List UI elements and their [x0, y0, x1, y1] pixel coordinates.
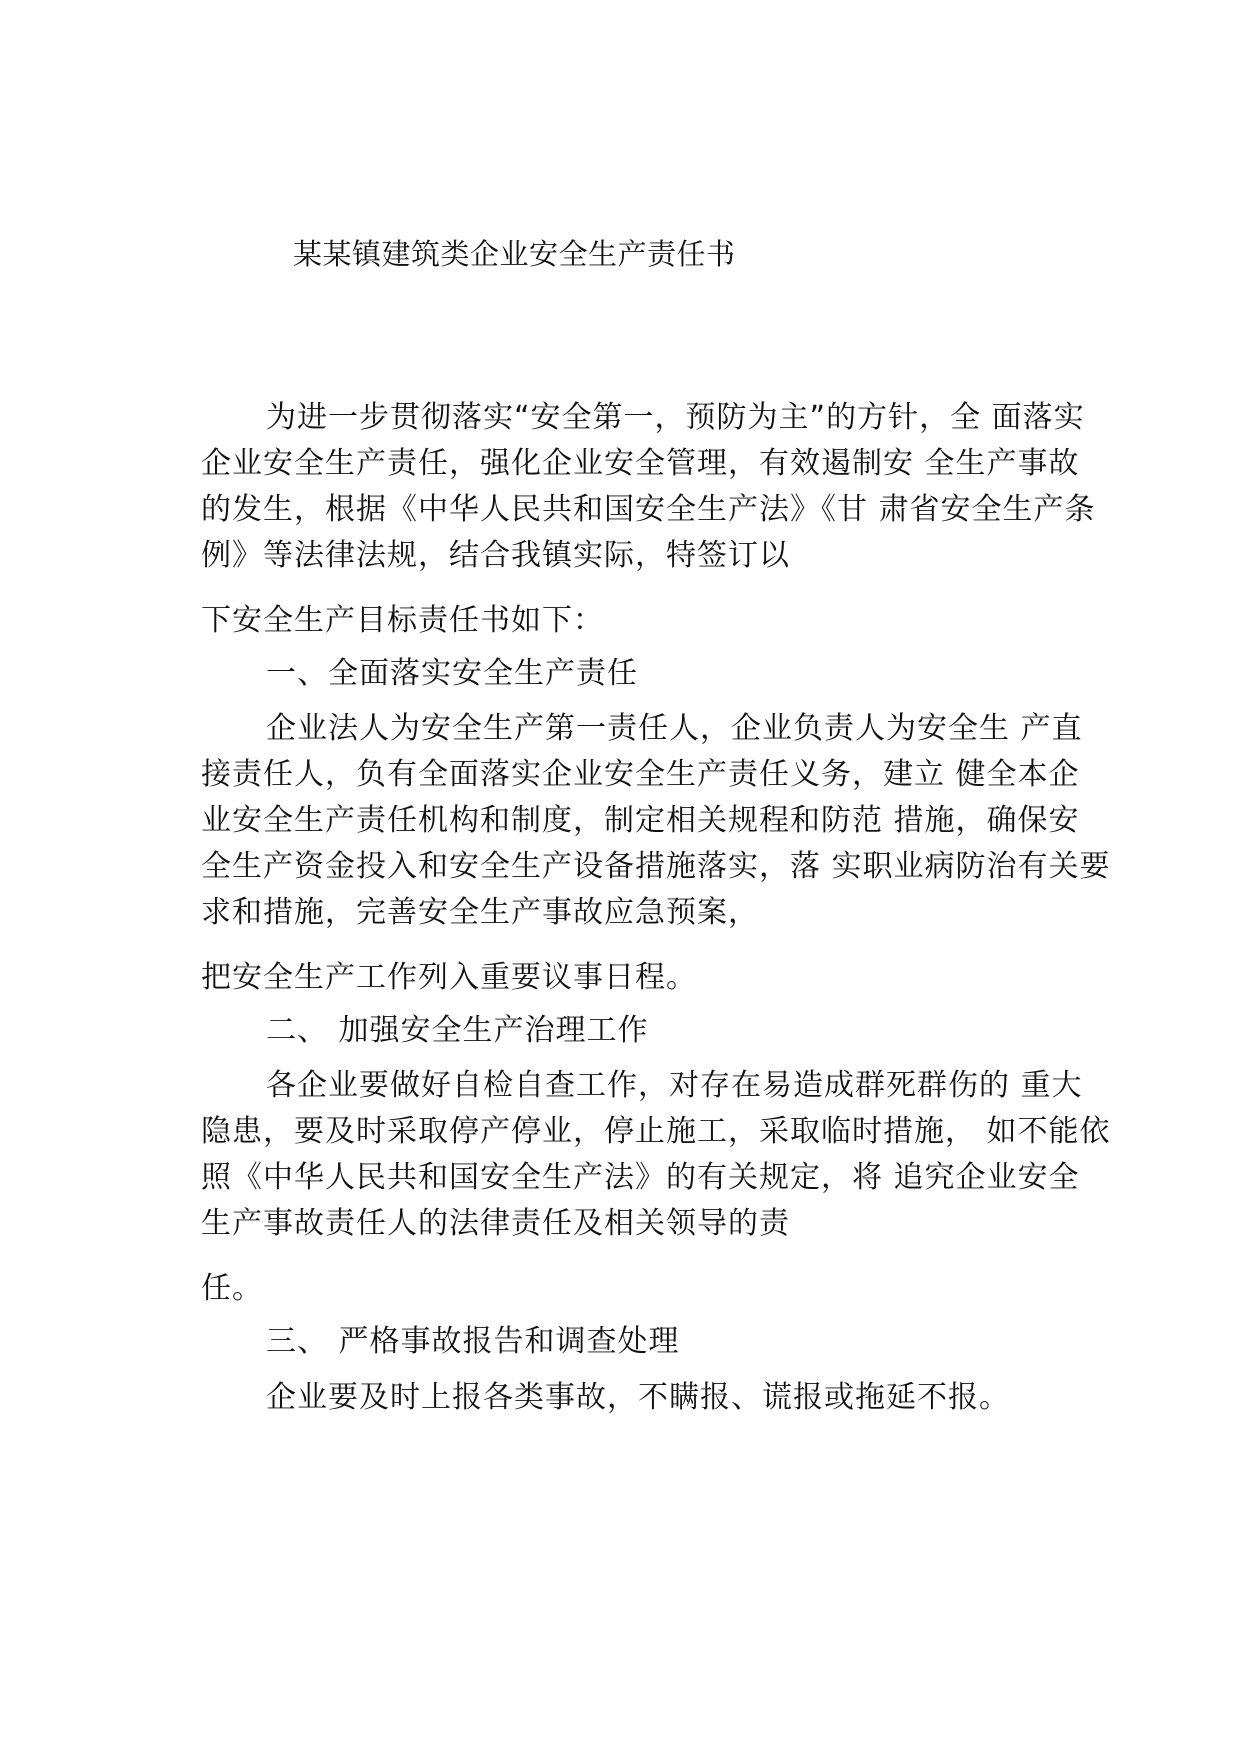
body-line: 求和措施，完善安全生产事故应急预案，: [201, 895, 759, 930]
body-line: 任。: [201, 1271, 263, 1306]
document-title: 某某镇建筑类企业安全生产责任书: [293, 237, 736, 271]
body-line: 企业要及时上报各类事故，不瞒报、谎报或拖延不报。: [266, 1380, 1010, 1415]
body-line: 照《中华人民共和国安全生产法》的有关规定，将 追究企业安全: [201, 1160, 1080, 1195]
section-heading: 三、 严格事故报告和调查处理: [266, 1324, 680, 1359]
body-line: 生产事故责任人的法律责任及相关领导的责: [201, 1206, 790, 1241]
body-line: 全生产资金投入和安全生产设备措施落实，落 实职业病防治有关要: [201, 849, 1111, 884]
body-line: 的发生，根据《中华人民共和国安全生产法》《甘 肃省安全生产条: [201, 492, 1096, 527]
body-line: 各企业要做好自检自查工作，对存在易造成群死群伤的 重大: [266, 1068, 1083, 1103]
body-line: 例》等法律法规，结合我镇实际，特签订以: [201, 538, 790, 573]
body-line: 业安全生产责任机构和制度，制定相关规程和防范 措施，确保安: [201, 803, 1080, 838]
body-line: 接责任人，负有全面落实企业安全生产责任义务，建立 健全本企: [201, 757, 1080, 792]
body-line: 企业法人为安全生产第一责任人，企业负责人为安全生 产直: [266, 711, 1083, 746]
body-line: 把安全生产工作列入重要议事日程。: [201, 960, 697, 995]
body-line: 企业安全生产责任，强化企业安全管理，有效遏制安 全生产事故: [201, 446, 1080, 481]
body-line: 为进一步贯彻落实“安全第一，预防为主”的方针，全 面落实: [266, 400, 1085, 435]
body-line: 下安全生产目标责任书如下：: [201, 603, 604, 638]
section-heading: 一、全面落实安全生产责任: [266, 656, 638, 691]
section-heading: 二、 加强安全生产治理工作: [266, 1013, 649, 1048]
body-line: 隐患，要及时采取停产停业，停止施工，采取临时措施， 如不能依: [201, 1114, 1111, 1149]
